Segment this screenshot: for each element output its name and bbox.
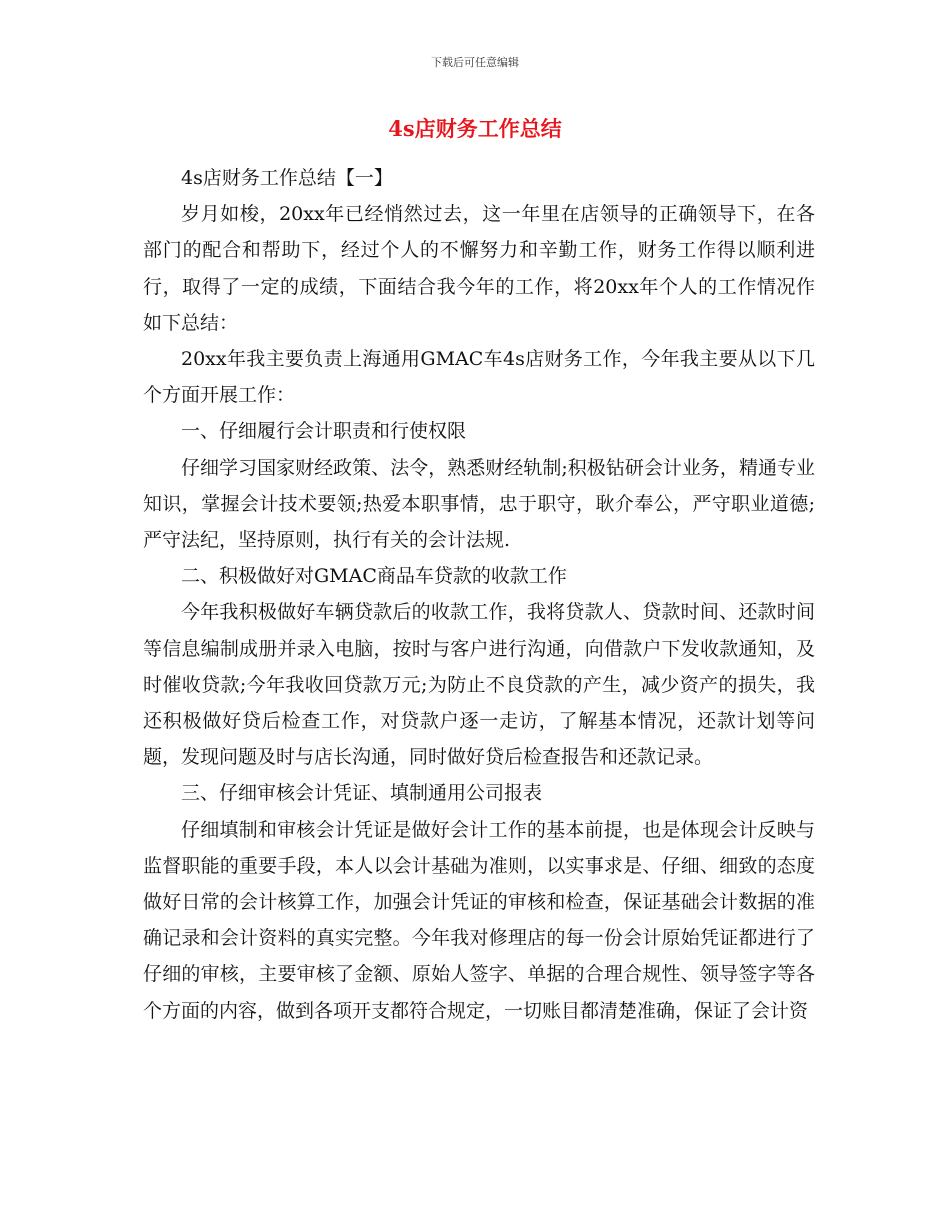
page-header: 下载后可任意编辑 bbox=[431, 56, 519, 69]
paragraph: 20xx年我主要负责上海通用GMAC车4s店财务工作，今年我主要从以下几个方面开展工作： bbox=[143, 348, 815, 407]
section-heading: 三、仔细审核会计凭证、填制通用公司报表 bbox=[181, 782, 543, 805]
paragraph: 岁月如梭，20xx年已经悄然过去，这一年里在店领导的正确领导下，在各部门的配合和帮助下，经过个人的不懈努力和辛勤工作，财务工作得以顺利进行，取得了一定的成绩，下面结合我今年的工作，将20xx年个人的工作情况作如下总结： bbox=[143, 203, 815, 334]
section-heading: 二、积极做好对GMAC商品车贷款的收款工作 bbox=[181, 565, 567, 588]
document-title: 4s店财务工作总结 bbox=[388, 116, 562, 141]
section-subtitle: 4s店财务工作总结【一】 bbox=[181, 167, 393, 189]
paragraph: 仔细学习国家财经政策、法令，熟悉财经轨制;积极钻研会计业务，精通专业知识，掌握会计技术要领;热爱本职事情，忠于职守，耿介奉公，严守职业道德;严守法纪，坚持原则，执行有关的会计法规. bbox=[143, 456, 815, 552]
paragraph: 仔细填制和审核会计凭证是做好会计工作的基本前提，也是体现会计反映与监督职能的重要手段，本人以会计基础为准则，以实事求是、仔细、细致的态度做好日常的会计核算工作，加强会计凭证的审核和检查，保证基础会计数据的准确记录和会计资料的真实完整。今年我对修理店的每一份会计原始凭证都进行了仔细的审核，主要审核了金额、原始人签字、单据的合理合规性、领导签字等各个方面的内容，做到各项开支都符合规定，一切账目都清楚准确，保证了会计资 bbox=[143, 818, 815, 1022]
paragraph: 今年我积极做好车辆贷款后的收款工作，我将贷款人、贷款时间、还款时间等信息编制成册并录入电脑，按时与客户进行沟通，向借款户下发收款通知，及时催收贷款;今年我收回贷款万元;为防止不良贷款的产生，减少资产的损失，我还积极做好贷后检查工作，对贷款户逐一走访，了解基本情况，还款计划等问题，发现问题及时与店长沟通，同时做好贷后检查报告和还款记录。 bbox=[143, 601, 815, 769]
section-heading: 一、仔细履行会计职责和行使权限 bbox=[181, 420, 467, 443]
document-body bbox=[143, 160, 815, 1029]
